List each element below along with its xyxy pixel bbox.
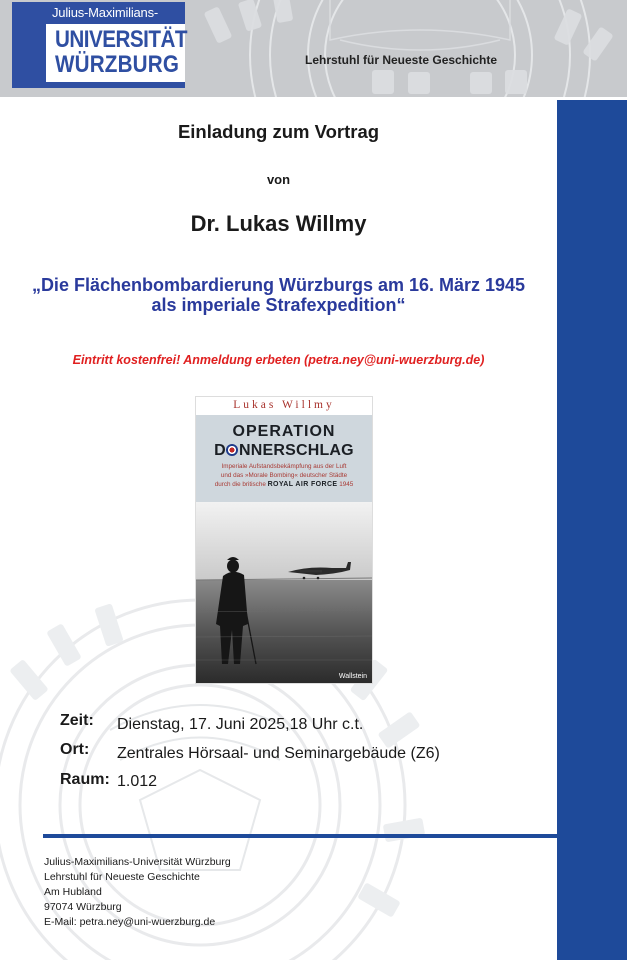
book-title-line-2-end: NNERSCHLAG bbox=[238, 442, 354, 459]
book-subtitle-line-3 bbox=[200, 481, 368, 490]
book-subtitle-raf: ROYAL AIR FORCE bbox=[267, 481, 338, 488]
talk-title bbox=[0, 275, 557, 315]
address-line-street: Am Hubland bbox=[44, 886, 102, 898]
book-cover-photo bbox=[196, 502, 372, 683]
logo-line-universitaet: UNIVERSITÄT bbox=[55, 26, 187, 53]
logo-top-line: Julius-Maximilians- bbox=[52, 5, 158, 20]
time-label: Zeit: bbox=[60, 712, 94, 729]
address-line-university: Julius-Maximilians-Universität Würzburg bbox=[44, 856, 231, 868]
book-title-area bbox=[196, 415, 372, 502]
footer-divider bbox=[43, 834, 557, 838]
admission-note: Eintritt kostenfrei! Anmeldung erbeten (petra.ney@uni-wuerzburg.de) bbox=[72, 353, 485, 367]
book-subtitle-year: 1945 bbox=[339, 481, 354, 488]
logo-line-wuerzburg: WÜRZBURG bbox=[55, 51, 180, 78]
header-band bbox=[0, 0, 627, 97]
room-value: 1.012 bbox=[117, 773, 158, 790]
address-line-city: 97074 Würzburg bbox=[44, 901, 122, 913]
talk-title-line-2: als imperiale Strafexpedition“ bbox=[151, 295, 406, 315]
by-label: von bbox=[266, 172, 291, 187]
book-author: Lukas Willmy bbox=[233, 399, 335, 411]
logo-blue-side-band bbox=[12, 2, 46, 88]
talk-title-line-1: „Die Flächenbombardierung Würzburgs am 16. März 1945 bbox=[31, 275, 526, 295]
book-title-line-2 bbox=[196, 442, 372, 460]
place-label: Ort: bbox=[60, 741, 90, 758]
raf-roundel-icon bbox=[226, 444, 238, 456]
book-subtitle-line-2: und das »Morale Bombing« deutscher Städte bbox=[220, 472, 348, 479]
address-line-chair: Lehrstuhl für Neueste Geschichte bbox=[44, 871, 200, 883]
time-value: Dienstag, 17. Juni 2025,18 Uhr c.t. bbox=[117, 716, 364, 733]
place-value: Zentrales Hörsaal- und Seminargebäude (Z6) bbox=[117, 745, 440, 762]
book-title-line-1: OPERATION bbox=[232, 423, 336, 440]
university-logo[interactable] bbox=[12, 2, 185, 88]
room-label: Raum: bbox=[60, 771, 110, 788]
book-subtitle-line-3-start: durch die britische bbox=[214, 481, 266, 488]
book-cover bbox=[196, 397, 372, 683]
speaker-name: Dr. Lukas Willmy bbox=[190, 211, 367, 236]
footer-address bbox=[44, 855, 231, 930]
chair-header: Lehrstuhl für Neueste Geschichte bbox=[305, 53, 498, 67]
right-blue-bar bbox=[557, 100, 627, 960]
book-subtitle-line-1: Imperiale Aufstandsbekämpfung aus der Luft bbox=[221, 463, 347, 470]
logo-blue-bottom-band bbox=[12, 82, 185, 88]
header-divider bbox=[0, 97, 627, 100]
book-publisher: Wallstein bbox=[338, 673, 367, 680]
address-line-email[interactable]: E-Mail: petra.ney@uni-wuerzburg.de bbox=[44, 916, 216, 928]
invitation-title: Einladung zum Vortrag bbox=[177, 121, 380, 142]
book-title-line-2-start: D bbox=[214, 442, 226, 459]
